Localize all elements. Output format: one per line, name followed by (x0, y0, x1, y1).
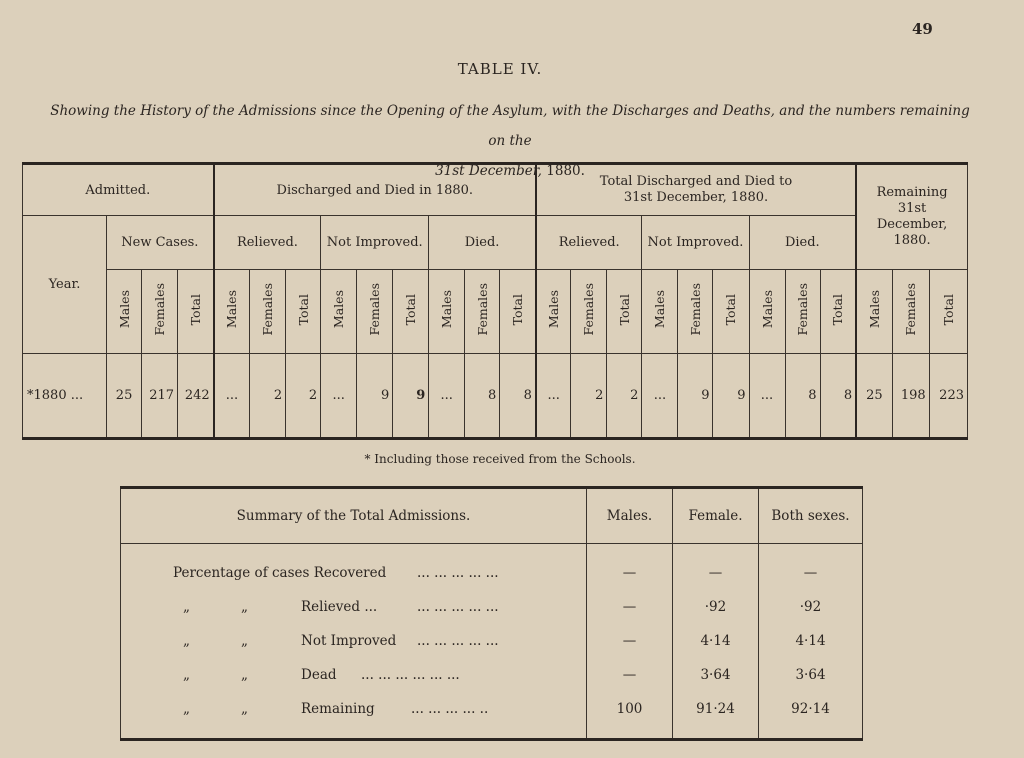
summary-col-males: Males. (587, 488, 673, 544)
summary-row-recovered (121, 556, 863, 590)
subtitle-line-1: Showing the History of the Admissions since the Opening of the Asylum, with the Discharges and Deaths, and the numbers remaining on the (50, 103, 970, 149)
col-rem-males: Males (856, 270, 892, 354)
col-d-ni-total: Total (393, 270, 429, 354)
row-males: — (587, 556, 673, 590)
row-leader: ... ... ... ... .. (411, 701, 489, 717)
col-d-died-males: Males (429, 270, 465, 354)
cell-d-rel-total: 2 (286, 354, 321, 439)
col-rem-females: Females (892, 270, 929, 354)
col-t-died-males: Males (749, 270, 785, 354)
subgroup-relieved-total: Relieved. (536, 216, 642, 270)
subtitle-date: 31st December, (435, 163, 542, 179)
ditto-mark: „ (183, 667, 190, 683)
summary-row-not-improved (121, 624, 863, 658)
row-males: — (587, 590, 673, 624)
cell-rem-total: 223 (929, 354, 967, 439)
summary-row-relieved (121, 590, 863, 624)
summary-col-female: Female. (673, 488, 759, 544)
cell-d-rel-males: ... (214, 354, 250, 439)
row-label: Not Improved (301, 633, 397, 649)
footnote: * Including those received from the Schools. (364, 452, 636, 466)
row-female: 91·24 (673, 692, 759, 726)
row-label: Percentage of cases Recovered (173, 565, 387, 581)
admissions-history-table (22, 162, 968, 440)
group-total-discharged: Total Discharged and Died to 31st December, 1880. (536, 164, 856, 216)
subtitle-year: 1880. (546, 163, 585, 179)
ditto-mark: „ (241, 599, 248, 615)
ditto-mark: „ (241, 701, 248, 717)
col-rem-total: Total (929, 270, 967, 354)
summary-col-both: Both sexes. (759, 488, 863, 544)
col-d-died-total: Total (500, 270, 536, 354)
col-d-rel-females: Females (250, 270, 286, 354)
ditto-mark: „ (183, 633, 190, 649)
cell-t-died-total: 8 (820, 354, 856, 439)
row-males: 100 (587, 692, 673, 726)
row-leader: ... ... ... ... ... (417, 633, 499, 649)
row-leader: ... ... ... ... ... ... (361, 667, 460, 683)
cell-adm-females: 217 (142, 354, 178, 439)
col-t-ni-total: Total (713, 270, 749, 354)
col-t-rel-males: Males (536, 270, 571, 354)
summary-title: Summary of the Total Admissions. (121, 488, 587, 544)
col-t-ni-females: Females (678, 270, 713, 354)
row-both: — (759, 556, 863, 590)
col-d-ni-females: Females (357, 270, 393, 354)
ditto-mark: „ (183, 599, 190, 615)
cell-adm-total: 242 (178, 354, 214, 439)
cell-d-rel-females: 2 (250, 354, 286, 439)
subgroup-died-1880: Died. (429, 216, 536, 270)
col-t-died-females: Females (785, 270, 820, 354)
col-t-rel-females: Females (571, 270, 607, 354)
row-year: *1880 ... (23, 354, 107, 439)
col-t-rel-total: Total (607, 270, 642, 354)
cell-d-died-females: 8 (465, 354, 500, 439)
cell-t-ni-total: 9 (713, 354, 749, 439)
cell-d-died-total: 8 (500, 354, 536, 439)
summary-header-row (121, 488, 863, 544)
table-row-1880 (23, 354, 968, 439)
subgroup-died-total: Died. (749, 216, 856, 270)
ditto-mark: „ (183, 701, 190, 717)
row-males: — (587, 658, 673, 692)
subgroup-not-improved-1880: Not Improved. (321, 216, 429, 270)
subgroup-new-cases: New Cases. (107, 216, 214, 270)
summary-row-dead (121, 658, 863, 692)
row-female: — (673, 556, 759, 590)
cell-t-died-males: ... (749, 354, 785, 439)
subgroup-not-improved-total: Not Improved. (642, 216, 749, 270)
row-label: Relieved ... (301, 599, 378, 615)
cell-d-ni-females: 9 (357, 354, 393, 439)
subgroup-relieved-1880: Relieved. (214, 216, 321, 270)
col-t-ni-males: Males (642, 270, 678, 354)
col-d-rel-males: Males (214, 270, 250, 354)
col-adm-females: Females (142, 270, 178, 354)
row-label: Dead (301, 667, 337, 683)
col-adm-total: Total (178, 270, 214, 354)
cell-rem-males: 25 (856, 354, 892, 439)
cell-d-ni-total: 9 (393, 354, 429, 439)
row-leader: ... ... ... ... ... (417, 565, 499, 581)
year-header: Year. (23, 216, 107, 354)
col-adm-males: Males (107, 270, 142, 354)
row-female: 4·14 (673, 624, 759, 658)
col-d-died-females: Females (465, 270, 500, 354)
table-title: TABLE IV. (457, 60, 543, 78)
row-both: 3·64 (759, 658, 863, 692)
row-label: Remaining (301, 701, 375, 717)
row-both: 4·14 (759, 624, 863, 658)
cell-rem-females: 198 (892, 354, 929, 439)
page-number: 49 (912, 20, 933, 38)
cell-t-rel-total: 2 (607, 354, 642, 439)
cell-adm-males: 25 (107, 354, 142, 439)
cell-t-died-females: 8 (785, 354, 820, 439)
ditto-mark: „ (241, 667, 248, 683)
group-discharged-1880: Discharged and Died in 1880. (214, 164, 536, 216)
ditto-mark: „ (241, 633, 248, 649)
summary-row-remaining (121, 692, 863, 726)
group-admitted: Admitted. (23, 164, 214, 216)
row-both: 92·14 (759, 692, 863, 726)
row-female: 3·64 (673, 658, 759, 692)
cell-t-ni-males: ... (642, 354, 678, 439)
row-both: ·92 (759, 590, 863, 624)
col-d-ni-males: Males (321, 270, 357, 354)
col-t-died-total: Total (820, 270, 856, 354)
row-leader: ... ... ... ... ... (417, 599, 499, 615)
row-males: — (587, 624, 673, 658)
group-remaining: Remaining 31st December, 1880. (856, 164, 967, 270)
summary-table (120, 486, 863, 741)
cell-d-died-males: ... (429, 354, 465, 439)
cell-t-rel-males: ... (536, 354, 571, 439)
cell-d-ni-males: ... (321, 354, 357, 439)
col-d-rel-total: Total (286, 270, 321, 354)
row-female: ·92 (673, 590, 759, 624)
cell-t-ni-females: 9 (678, 354, 713, 439)
cell-t-rel-females: 2 (571, 354, 607, 439)
